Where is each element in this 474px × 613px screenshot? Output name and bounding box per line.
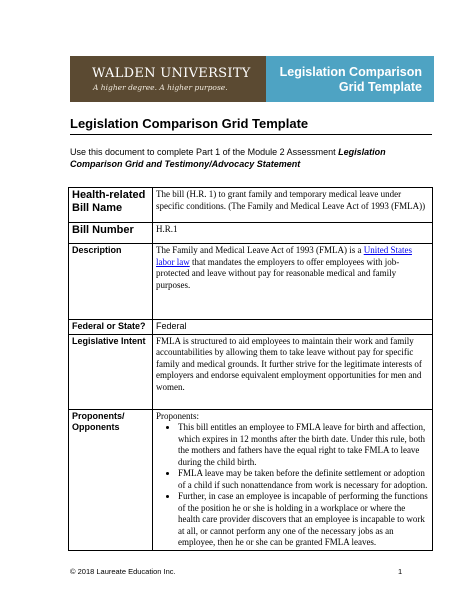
document-title: Legislation Comparison Grid Template (70, 116, 432, 135)
description-text-after: that mandates the employers to offer employees with job-protected and leave without pay for reasonable medical and family purposes. (156, 256, 400, 290)
grid-row-bill-number (69, 223, 433, 244)
federal-state-label: Federal or State? (69, 320, 153, 335)
proponent-point: • This bill entitles an employee to FMLA leave for birth and affection, which expires in 12 months after the birth date. Under this rule, both the mothers and fathers have the equal right to take FMLA to leave during the child birth. (178, 422, 429, 468)
description-text-before: The Family and Medical Leave Act of 1993 (FMLA) is a (156, 245, 364, 255)
description-label: Description (69, 244, 153, 320)
proponents-value (153, 409, 433, 550)
legislation-grid (68, 187, 433, 551)
university-logo (70, 56, 266, 102)
proponent-point: • Further, in case an employee is incapable of performing the functions of the position he or she is holding in a workplace or where the health care provider discovers that an employee is incapable to work at all, or cannot perform any one of the necessary jobs as an employee, then he or she can be granted FMLA leaves. (178, 491, 429, 549)
footer-page-number: 1 (398, 567, 403, 576)
legislative-intent-value: FMLA is structured to aid employees to maintain their work and family accountabilities by allowing them to take leave without pay for specific family and medical grounds. It further strive for the legitimate interests of employers and endorse equivalent employment opportunities for men and women. (153, 334, 433, 409)
bill-name-value: The bill (H.R. 1) to grant family and temporary medical leave under specific conditions. (The Family and Medical Leave Act of 1993 (FMLA)) (153, 188, 433, 223)
header-banner (70, 56, 434, 102)
intro-paragraph (70, 146, 432, 170)
grid-row-federal-state (69, 320, 433, 335)
grid-row-legislative-intent (69, 334, 433, 409)
description-value (153, 244, 433, 320)
header-title-box (266, 56, 434, 102)
bill-number-value: H.R.1 (153, 223, 433, 244)
header-title-line-2: Grid Template (338, 80, 422, 94)
grid-row-bill-name (69, 188, 433, 223)
bill-name-label: Health-related Bill Name (69, 188, 153, 223)
bill-number-label: Bill Number (69, 223, 153, 244)
intro-text: Use this document to complete Part 1 of the Module 2 Assessment (70, 147, 339, 157)
labor-law-link[interactable]: United States labor law (156, 245, 412, 267)
proponent-point: • FMLA leave may be taken before the definite settlement or adoption of a child if such nonattendance from work is necessary for adoption. (178, 468, 429, 491)
proponents-heading: Proponents: (156, 410, 200, 421)
federal-state-value: Federal (153, 320, 433, 335)
header-title-line-1: Legislation Comparison (279, 65, 422, 79)
proponents-list (156, 422, 429, 549)
proponents-label: Proponents/ Opponents (69, 409, 153, 550)
grid-row-description (69, 244, 433, 320)
grid-row-proponents (69, 409, 433, 550)
logo-name: WALDEN UNIVERSITY (92, 66, 251, 81)
intro-emphasis: Legislation Comparison Grid and Testimony/Advocacy Statement (70, 147, 386, 169)
legislative-intent-label: Legislative Intent (69, 334, 153, 409)
footer-copyright: © 2018 Laureate Education Inc. (70, 567, 176, 576)
logo-tagline: A higher degree. A higher purpose. (93, 83, 228, 92)
